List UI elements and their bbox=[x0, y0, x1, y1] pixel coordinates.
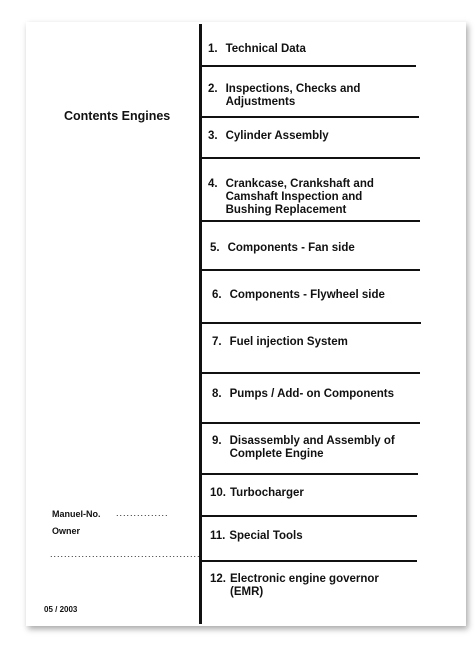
toc-item-label: Electronic engine governor (EMR) bbox=[230, 573, 379, 598]
contents-title: Contents Engines bbox=[64, 109, 171, 123]
toc-item-4[interactable] bbox=[202, 178, 417, 217]
toc-separator bbox=[201, 515, 417, 517]
toc-item-number: 9. bbox=[212, 435, 222, 447]
toc-item-number: 1. bbox=[208, 43, 218, 55]
toc-item-11[interactable] bbox=[202, 530, 417, 543]
toc-item-number: 11. bbox=[210, 530, 226, 542]
manual-number-field: ............... bbox=[116, 508, 169, 518]
toc-separator bbox=[201, 422, 420, 424]
toc-item-number: 2. bbox=[208, 83, 218, 95]
toc-separator bbox=[201, 65, 416, 67]
toc-item-number: 12. bbox=[210, 573, 226, 585]
toc-separator bbox=[201, 116, 419, 118]
toc-item-label: Special Tools bbox=[229, 530, 303, 542]
owner-label: Owner bbox=[52, 526, 81, 536]
toc-item-3[interactable] bbox=[202, 130, 417, 143]
toc-item-label: Cylinder Assembly bbox=[225, 130, 329, 142]
toc-separator bbox=[201, 560, 417, 562]
toc-item-6[interactable] bbox=[202, 289, 417, 302]
toc-item-number: 5. bbox=[210, 242, 220, 254]
toc-item-9[interactable] bbox=[202, 435, 417, 461]
toc-item-label: Disassembly and Assembly of Complete Engine bbox=[229, 435, 395, 460]
toc-item-label: Technical Data bbox=[225, 43, 306, 55]
manual-number-label: Manuel-No. bbox=[52, 509, 101, 519]
toc-item-label: Fuel injection System bbox=[229, 336, 348, 348]
toc-separator bbox=[201, 220, 420, 222]
toc-item-number: 4. bbox=[208, 178, 218, 190]
toc-item-label: Pumps / Add- on Components bbox=[229, 388, 394, 400]
toc-item-10[interactable] bbox=[202, 487, 417, 500]
toc-item-label: Inspections, Checks and Adjustments bbox=[225, 83, 361, 108]
toc-item-12[interactable] bbox=[202, 573, 417, 599]
toc-separator bbox=[201, 322, 421, 324]
toc-item-1[interactable] bbox=[202, 43, 417, 56]
toc-item-number: 7. bbox=[212, 336, 222, 348]
owner-field: ........................................... bbox=[50, 549, 201, 559]
toc-item-label: Components - Flywheel side bbox=[229, 289, 385, 301]
toc-item-5[interactable] bbox=[202, 242, 417, 255]
toc-item-2[interactable] bbox=[202, 83, 417, 109]
toc-item-number: 8. bbox=[212, 388, 222, 400]
toc-item-8[interactable] bbox=[202, 388, 417, 401]
toc-item-7[interactable] bbox=[202, 336, 417, 349]
toc-item-number: 3. bbox=[208, 130, 218, 142]
toc-item-number: 10. bbox=[210, 487, 226, 499]
toc-separator bbox=[201, 473, 418, 475]
toc-item-number: 6. bbox=[212, 289, 222, 301]
toc-item-label: Crankcase, Crankshaft and Camshaft Inspection and Bushing Replacement bbox=[225, 178, 374, 216]
toc-separator bbox=[201, 269, 420, 271]
document-date: 05 / 2003 bbox=[44, 605, 78, 614]
toc-separator bbox=[201, 157, 420, 159]
toc-item-label: Components - Fan side bbox=[227, 242, 355, 254]
toc-item-label: Turbocharger bbox=[230, 487, 304, 499]
toc-separator bbox=[201, 372, 420, 374]
